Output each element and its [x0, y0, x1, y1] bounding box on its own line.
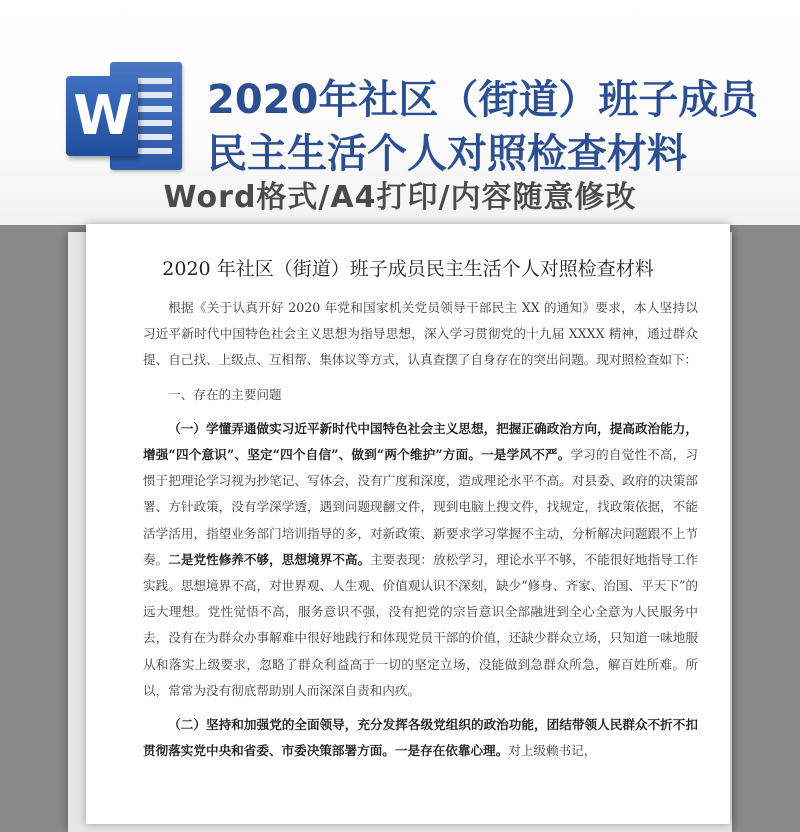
page-subtitle: Word格式/A4打印/内容随意修改: [163, 180, 637, 215]
logo-letter: W: [73, 84, 131, 147]
item-2-text: 对上级赖书记，: [508, 743, 597, 759]
banner-header: [0, 0, 800, 225]
item-1-heading: （一）学懂弄通做实习近平新时代中国特色社会主义思想，把握正确政治方向，提高政治能力，增强“四个意识”、坚定“四个自信”、做到“两个维护”方面。一是学风不严。: [143, 420, 698, 463]
document-page: [86, 224, 730, 824]
section-heading: 一、存在的主要问题: [168, 386, 282, 402]
document-body: [143, 295, 698, 764]
item-1-subheading: 二是党性修养不够，思想境界不高。: [168, 551, 371, 567]
title-line-2: 民主生活个人对照检查材料: [207, 131, 687, 177]
item-2-heading: （二）坚持和加强党的全面领导，充分发挥各级党组织的政治功能，团结带领人民群众不折不扣贯彻落实党中央和省委、市委决策部署方面。一是存在依靠心理。: [143, 717, 698, 759]
title-line-1: 2020年社区（街道）班子成员: [207, 77, 759, 123]
item-2-paragraph: [143, 712, 698, 764]
word-badge: [66, 76, 138, 156]
page-title: [207, 73, 758, 181]
intro-paragraph: 根据《关于认真开好 2020 年党和国家机关党员领导干部民主 XX 的通知》要求，本人坚持以习近平新时代中国特色社会主义思想为指导思想，深入学习贯彻党的十九届 XXXX 精神，通过群众提、自己找、上级点、互相帮、集体议等方式，认真查摆了自身存在的突出问题。现对照检查如下：: [143, 300, 698, 368]
item-1-paragraph: [143, 416, 698, 704]
word-document-icon: [66, 62, 182, 170]
document-title: 2020 年社区（街道）班子成员民主生活个人对照检查材料: [162, 258, 654, 280]
item-1-text-b: 主要表现：放松学习，理论水平不够，不能很好地指导工作实践。思想境界不高，对世界观、人生观、价值观认识不深刻，缺少“修身、齐家、治国、平天下”的远大理想。党性觉悟不高，服务意识不强，没有把党的宗旨意识全部融进到全心全意为人民服务中去，没有在为群众办事解难中很好地践行和体现党员干部的价值，还缺少群众立场，只知道一味地服从和落实上级要求，忽略了群众利益高于一切的坚定立场，没能做到急群众所急，解百姓所难。所以，常常为没有彻底帮助别人而深深自责和内疚。: [143, 551, 699, 698]
item-1-text-a: 学习的自觉性不高，习惯于把理论学习视为抄笔记、写体会，没有广度和深度，造成理论水平不高。对县委、政府的决策部署、方针政策，没有学深学透，遇到问题现翻文件，现到电脑上搜文件，找规定，找政策依据，不能活学活用，指望业务部门培训指导的多，对新政策、新要求学习掌握不主动，分析解决问题跟不上节奏。: [143, 447, 699, 567]
